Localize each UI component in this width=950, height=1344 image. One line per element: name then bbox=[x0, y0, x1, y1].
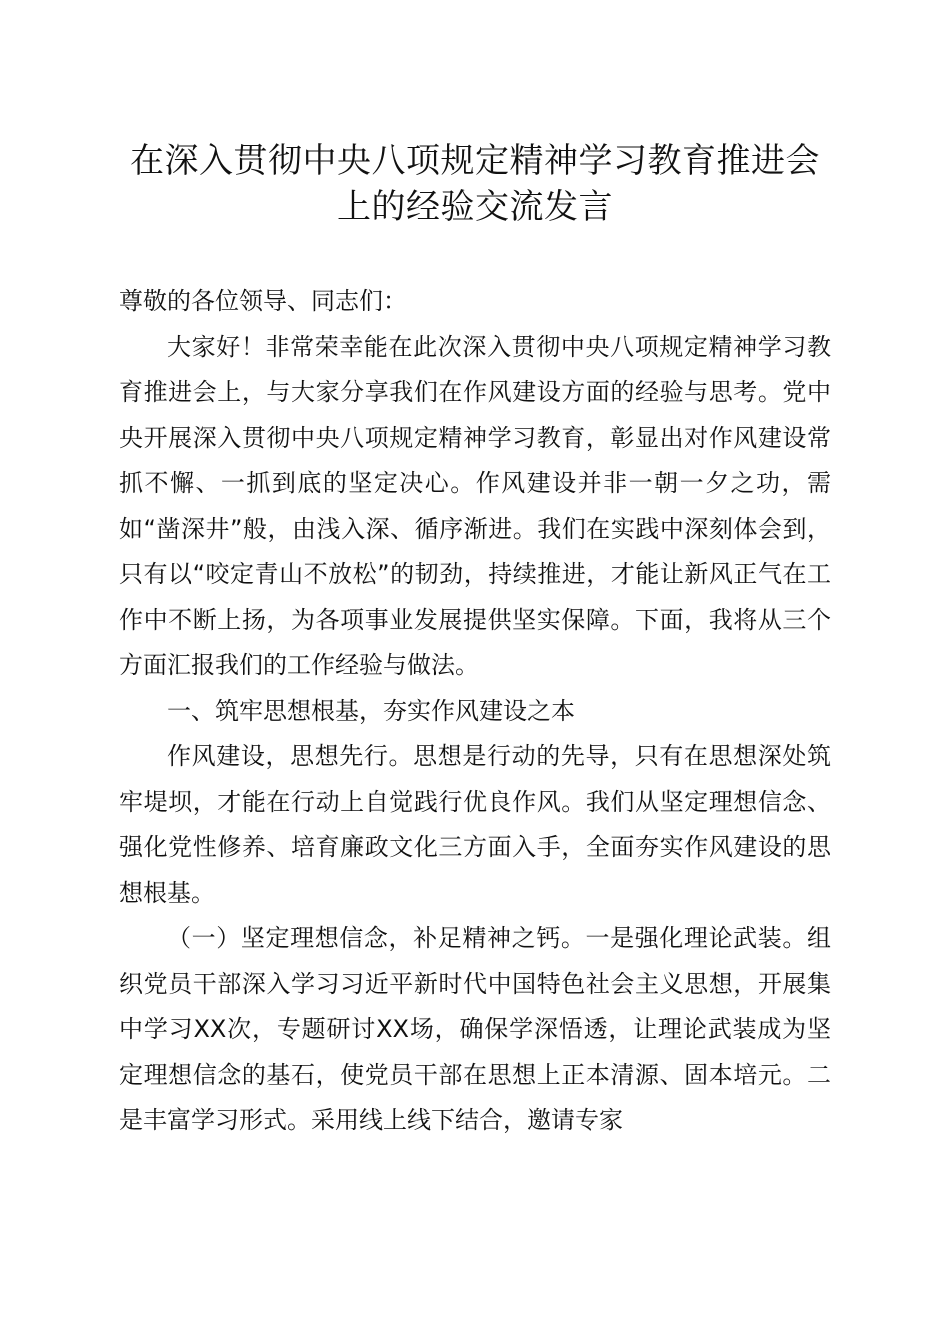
document-title bbox=[100, 138, 850, 230]
salutation: 尊敬的各位领导、同志们： bbox=[119, 287, 407, 315]
paragraph-subsection-1: （一）坚定理想信念，补足精神之钙。一是强化理论武装。组织党员干部深入学习习近平新时代中国特色社会主义思想，开展集中学习XX次，专题研讨XX场，确保学深悟透，让理论武装成为坚定理想信念的基石，使党员干部在思想上正本清源、固本培元。二是丰富学习形式。采用线上线下结合，邀请专家 bbox=[119, 924, 831, 1134]
section-heading-1: 一、筑牢思想根基，夯实作风建设之本 bbox=[167, 696, 575, 725]
title-line-2: 上的经验交流发言 bbox=[337, 187, 613, 227]
document-body bbox=[119, 279, 831, 1144]
title-line-1: 在深入贯彻中央八项规定精神学习教育推进会 bbox=[130, 141, 820, 181]
paragraph-intro: 大家好！非常荣幸能在此次深入贯彻中央八项规定精神学习教育推进会上，与大家分享我们在作风建设方面的经验与思考。党中央开展深入贯彻中央八项规定精神学习教育，彰显出对作风建设常抓不懈、一抓到底的坚定决心。作风建设并非一朝一夕之功，需如“凿深井”般，由浅入深、循序渐进。我们在实践中深刻体会到，只有以“咬定青山不放松”的韧劲，持续推进，才能让新风正气在工作中不断上扬，为各项事业发展提供坚实保障。下面，我将从三个方面汇报我们的工作经验与做法。 bbox=[119, 332, 831, 679]
paragraph-section-1: 作风建设，思想先行。思想是行动的先导，只有在思想深处筑牢堤坝，才能在行动上自觉践行优良作风。我们从坚定理想信念、强化党性修养、培育廉政文化三方面入手，全面夯实作风建设的思想根基。 bbox=[119, 742, 831, 907]
